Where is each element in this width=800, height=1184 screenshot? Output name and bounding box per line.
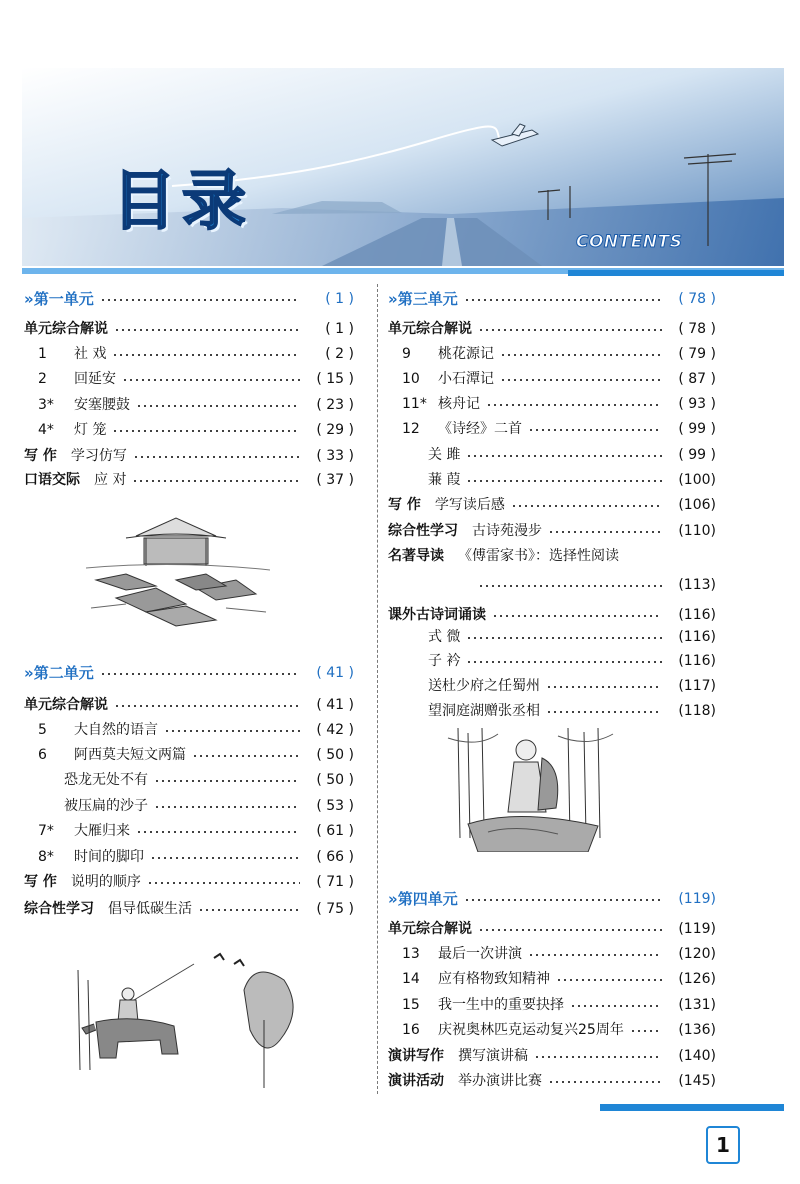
entry-title: 被压扁的沙子 [64, 798, 148, 814]
toc-entry [24, 744, 354, 766]
page-ref: ( 37 ) [316, 472, 354, 488]
dot-leader [114, 704, 300, 708]
page-ref: (136) [678, 1022, 716, 1038]
page-ref: (118) [678, 703, 716, 719]
entry-title: 恐龙无处不有 [64, 772, 148, 788]
page-ref: ( 1 ) [325, 321, 354, 337]
dot-leader [464, 898, 662, 902]
lesson-number: 16 [402, 1022, 420, 1038]
dot-leader [136, 404, 300, 408]
entry-title: 回延安 [74, 371, 116, 387]
page-ref: (116) [678, 629, 716, 645]
entry-title: 社 戏 [74, 346, 107, 362]
toc-entry [24, 846, 354, 868]
page-ref: (145) [678, 1073, 716, 1089]
toc-entry [24, 769, 354, 791]
entry-title: 桃花源记 [438, 346, 494, 362]
page-ref: ( 15 ) [316, 371, 354, 387]
entry-title: 单元综合解说 [24, 321, 108, 337]
dot-leader [132, 479, 300, 483]
toc-entry [388, 444, 716, 466]
page-ref: ( 1 ) [325, 291, 354, 307]
entry-title: 时间的脚印 [74, 849, 144, 865]
entry-title: 写 作 [24, 874, 57, 890]
page-ref: ( 87 ) [678, 371, 716, 387]
toc-entry [388, 418, 716, 440]
toc-entry [388, 1045, 716, 1067]
dot-leader [548, 530, 662, 534]
toc-entry [24, 445, 354, 467]
page-ref: ( 41 ) [316, 665, 354, 681]
toc-entry [24, 871, 354, 893]
entry-subtitle: 古诗苑漫步 [472, 523, 542, 539]
page-ref: ( 71 ) [316, 874, 354, 890]
toc-entry [388, 650, 716, 672]
entry-title: 口语交际 [24, 472, 80, 488]
toc-entry [24, 368, 354, 390]
lesson-number: 9 [402, 346, 411, 362]
dot-leader [136, 830, 300, 834]
dot-leader [500, 378, 662, 382]
dot-leader [192, 754, 300, 758]
entry-title: 综合性学习 [24, 901, 94, 917]
entry-subtitle: 应 对 [94, 472, 127, 488]
lesson-number: 1 [38, 346, 47, 362]
dot-leader [464, 298, 662, 302]
page-ref: ( 78 ) [678, 291, 716, 307]
entry-title: 《诗经》二首 [438, 421, 522, 437]
dot-leader [100, 672, 300, 676]
entry-title: 单元综合解说 [388, 921, 472, 937]
entry-title: 阿西莫夫短文两篇 [74, 747, 186, 763]
entry-title: 庆祝奥林匹克运动复兴25周年 [438, 1022, 624, 1038]
page-ref: ( 78 ) [678, 321, 716, 337]
toc-entry [388, 626, 716, 648]
entry-title: 子 衿 [428, 653, 461, 669]
dot-leader [114, 328, 300, 332]
contents-label: CONTENTS [576, 232, 683, 252]
page-ref: (100) [678, 472, 716, 488]
dot-leader [548, 1080, 662, 1084]
dot-leader [500, 353, 662, 357]
toc-entry [388, 318, 716, 340]
toc-entry [24, 820, 354, 842]
entry-title: 演讲活动 [388, 1073, 444, 1089]
page-ref: (119) [678, 891, 716, 907]
lesson-number: 7* [38, 823, 54, 839]
entry-title: 安塞腰鼓 [74, 397, 130, 413]
page-ref: ( 99 ) [678, 447, 716, 463]
entry-title: »第四单元 [388, 890, 458, 908]
entry-title: 名著导读 [388, 548, 444, 564]
entry-title: 大自然的语言 [74, 722, 158, 738]
page-ref: (116) [678, 653, 716, 669]
dot-leader [122, 378, 300, 382]
toc-entry [388, 469, 716, 491]
toc-entry [24, 795, 354, 817]
toc-entry [24, 419, 354, 441]
toc-entry [388, 943, 716, 965]
entry-title: 灯 笼 [74, 422, 107, 438]
entry-title: 关 雎 [428, 447, 461, 463]
entry-title: 望洞庭湖赠张丞相 [428, 703, 540, 719]
page-title: 目录 [112, 165, 252, 239]
page-ref: ( 50 ) [316, 772, 354, 788]
toc-entry [388, 520, 716, 542]
dot-leader [528, 953, 662, 957]
dot-leader [511, 504, 662, 508]
entry-subtitle: 倡导低碳生活 [108, 901, 192, 917]
toc-entry [24, 719, 354, 741]
lesson-number: 13 [402, 946, 420, 962]
dot-leader [528, 428, 662, 432]
page-ref: (113) [678, 577, 716, 593]
toc-entry [388, 994, 716, 1016]
lesson-number: 11* [402, 396, 427, 412]
dot-leader [147, 881, 300, 885]
toc-entry [388, 968, 716, 990]
entry-subtitle: 《傅雷家书》：选择性阅读 [458, 548, 619, 564]
dot-leader [466, 660, 662, 664]
toc-entry [388, 393, 716, 415]
lesson-number: 2 [38, 371, 47, 387]
page-ref: (140) [678, 1048, 716, 1064]
page-ref: ( 99 ) [678, 421, 716, 437]
page-ref: (120) [678, 946, 716, 962]
toc-entry [24, 318, 354, 340]
dot-leader [486, 403, 662, 407]
dot-leader [478, 328, 662, 332]
entry-title: 大雁归来 [74, 823, 130, 839]
dot-leader [630, 1029, 662, 1033]
entry-title: 最后一次讲演 [438, 946, 522, 962]
page-ref: (117) [678, 678, 716, 694]
entry-subtitle: 撰写演讲稿 [458, 1048, 528, 1064]
toc-entry [388, 545, 716, 567]
dot-leader [546, 685, 662, 689]
dot-leader [556, 978, 662, 982]
entry-title: »第二单元 [24, 664, 94, 682]
toc-entry [388, 494, 716, 516]
entry-title: 小石潭记 [438, 371, 494, 387]
page-ref: ( 53 ) [316, 798, 354, 814]
dot-leader [466, 479, 662, 483]
entry-subtitle: 说明的顺序 [70, 874, 141, 890]
unit-heading [24, 662, 354, 684]
dot-leader [150, 856, 300, 860]
page-ref: ( 2 ) [325, 346, 354, 362]
toc-entry [24, 343, 354, 365]
page-ref: ( 61 ) [316, 823, 354, 839]
entry-title: 写 作 [388, 497, 421, 513]
page-ref: (119) [678, 921, 716, 937]
dot-leader [198, 908, 300, 912]
toc-entry [388, 675, 716, 697]
page-ref: ( 23 ) [316, 397, 354, 413]
page-number: 1 [706, 1126, 740, 1164]
dot-leader [546, 710, 662, 714]
page-ref: (106) [678, 497, 716, 513]
lesson-number: 4* [38, 422, 54, 438]
page-ref: ( 33 ) [316, 448, 354, 464]
lesson-number: 3* [38, 397, 54, 413]
entry-title: 综合性学习 [388, 523, 458, 539]
lesson-number: 8* [38, 849, 54, 865]
lesson-number: 5 [38, 722, 47, 738]
dot-leader [478, 584, 662, 588]
page-ref: ( 66 ) [316, 849, 354, 865]
toc-entry [388, 368, 716, 390]
lesson-number: 15 [402, 997, 420, 1013]
footer-bar [600, 1104, 784, 1111]
entry-title: 送杜少府之任蜀州 [428, 678, 540, 694]
page-ref: ( 41 ) [316, 697, 354, 713]
toc-entry [24, 469, 354, 491]
entry-title: 单元综合解说 [388, 321, 472, 337]
dot-leader [466, 454, 662, 458]
pavilion-boats-illustration [86, 508, 270, 632]
toc-entry [388, 700, 716, 722]
dot-leader [534, 1055, 662, 1059]
dot-leader [154, 779, 300, 783]
unit-heading [388, 288, 716, 310]
entry-title: 式 微 [428, 629, 461, 645]
entry-title: 演讲写作 [388, 1048, 444, 1064]
dot-leader [466, 636, 662, 640]
ox-rider-illustration [74, 950, 310, 1088]
entry-title: 写 作 [24, 448, 57, 464]
toc-entry [24, 394, 354, 416]
entry-title: 蒹 葭 [428, 472, 461, 488]
toc-entry [388, 1070, 716, 1092]
toc-entry [388, 604, 716, 626]
page-ref: ( 50 ) [316, 747, 354, 763]
entry-title: 我一生中的重要抉择 [438, 997, 564, 1013]
dot-leader [570, 1004, 662, 1008]
entry-title: 应有格物致知精神 [438, 971, 550, 987]
dot-leader [164, 729, 300, 733]
dot-leader [112, 429, 300, 433]
bamboo-figure-illustration [438, 728, 618, 852]
header-divider-accent [568, 270, 784, 276]
toc-entry [24, 694, 354, 716]
page-ref: ( 93 ) [678, 396, 716, 412]
toc-entry [388, 574, 716, 596]
dot-leader [154, 805, 300, 809]
toc-entry [388, 343, 716, 365]
dot-leader [112, 353, 300, 357]
page-ref: (110) [678, 523, 716, 539]
page-ref: (126) [678, 971, 716, 987]
entry-title: »第三单元 [388, 290, 458, 308]
lesson-number: 14 [402, 971, 420, 987]
toc-entry [388, 1019, 716, 1041]
entry-subtitle: 举办演讲比赛 [458, 1073, 542, 1089]
dot-leader [100, 298, 300, 302]
dot-leader [492, 614, 662, 618]
column-divider [377, 284, 378, 1094]
toc-entry [24, 898, 354, 920]
page-ref: ( 79 ) [678, 346, 716, 362]
page-ref: ( 29 ) [316, 422, 354, 438]
lesson-number: 6 [38, 747, 47, 763]
entry-title: 核舟记 [438, 396, 480, 412]
page-ref: ( 42 ) [316, 722, 354, 738]
unit-heading [24, 288, 354, 310]
toc-entry [388, 918, 716, 940]
dot-leader [133, 455, 300, 459]
page-ref: ( 75 ) [316, 901, 354, 917]
entry-title: 单元综合解说 [24, 697, 108, 713]
entry-title: 课外古诗词诵读 [388, 607, 486, 623]
dot-leader [478, 928, 662, 932]
entry-subtitle: 学习仿写 [70, 448, 127, 464]
entry-subtitle: 学写读后感 [434, 497, 505, 513]
entry-title: »第一单元 [24, 290, 94, 308]
unit-heading [388, 888, 716, 910]
page-ref: (116) [678, 607, 716, 623]
lesson-number: 12 [402, 421, 420, 437]
lesson-number: 10 [402, 371, 420, 387]
page-ref: (131) [678, 997, 716, 1013]
